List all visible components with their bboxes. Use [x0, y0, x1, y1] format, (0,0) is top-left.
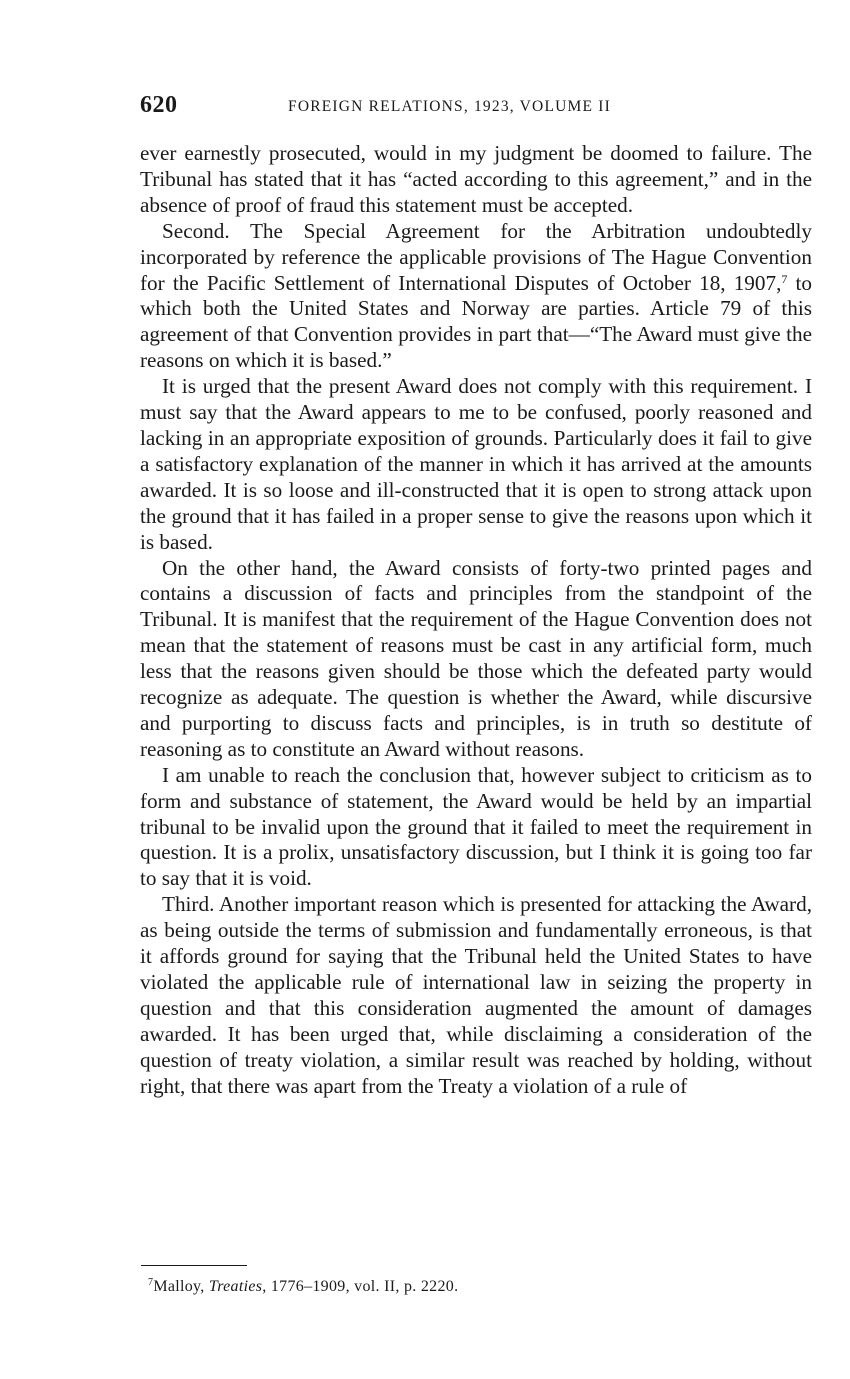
paragraph: I am unable to reach the conclusion that, however subject to criticism as to form and substance of statement, the Award would be held by an impartial tribunal to be invalid upon the ground that it failed to meet the requirement in question. It is a prolix, unsatisfactory discussion, but I think it is going too far to say that it is void.	[140, 762, 812, 891]
body-text	[140, 141, 812, 1100]
paragraph-text: to which both the United States and Norway are parties. Article 79 of this agreement of that Convention provides in part that—“The Award must give the reasons on which it is based.”	[140, 270, 812, 373]
paragraph: ever earnestly prosecuted, would in my judgment be doomed to failure. The Tribunal has stated that it has “acted according to this agreement,” and in the absence of proof of fraud this statement must be accepted.	[140, 141, 812, 217]
paragraph-text: Second. The Special Agreement for the Arbitration undoubtedly incorporated by reference the applicable provisions of The Hague Convention for the Pacific Settlement of International Disputes of October 18, 1907,	[140, 218, 812, 295]
footnote	[148, 1278, 458, 1296]
page-number: 620	[140, 92, 178, 118]
footnote-citation: , 1776–1909, vol. II, p. 2220.	[262, 1278, 459, 1295]
paragraph: On the other hand, the Award consists of forty-two printed pages and contains a discussion of facts and principles from the standpoint of the Tribunal. It is manifest that the requirement of the Hague Convention does not mean that the statement of reasons must be cast in any artificial form, much less that the reasons given should be those which the defeated party would recognize as adequate. The question is whether the Award, while discursive and purporting to discuss facts and principles, is in truth so destitute of reasoning as to constitute an Award without reasons.	[140, 555, 812, 761]
footnote-mark: 7	[148, 1277, 154, 1288]
paragraph: It is urged that the present Award does not comply with this requirement. I must say that the Award appears to me to be confused, poorly reasoned and lacking in an appropriate exposition of grounds. Particularly does it fail to give a satisfactory explanation of the manner in which it has arrived at the amounts awarded. It is so loose and ill-constructed that it is open to strong attack upon the ground that it has failed in a proper sense to give the reasons upon which it is based.	[140, 374, 812, 554]
page-header	[140, 92, 820, 126]
paragraph	[140, 219, 812, 374]
footnote-author: Malloy,	[153, 1278, 209, 1295]
footnote-divider	[141, 1265, 247, 1266]
footnote-title: Treaties	[208, 1278, 263, 1295]
footnote-reference: 7	[781, 271, 788, 286]
paragraph: Third. Another important reason which is presented for attacking the Award, as being outside the terms of submission and fundamentally erroneous, is that it affords ground for saying that the Tribunal held the United States to have violated the applicable rule of international law in seizing the property in question and that this consideration augmented the amount of damages awarded. It has been urged that, while disclaiming a consideration of the question of treaty violation, a similar result was reached by holding, without right, that there was apart from the Treaty a violation of a rule of	[140, 892, 812, 1098]
running-head: FOREIGN RELATIONS, 1923, VOLUME II	[288, 98, 611, 115]
